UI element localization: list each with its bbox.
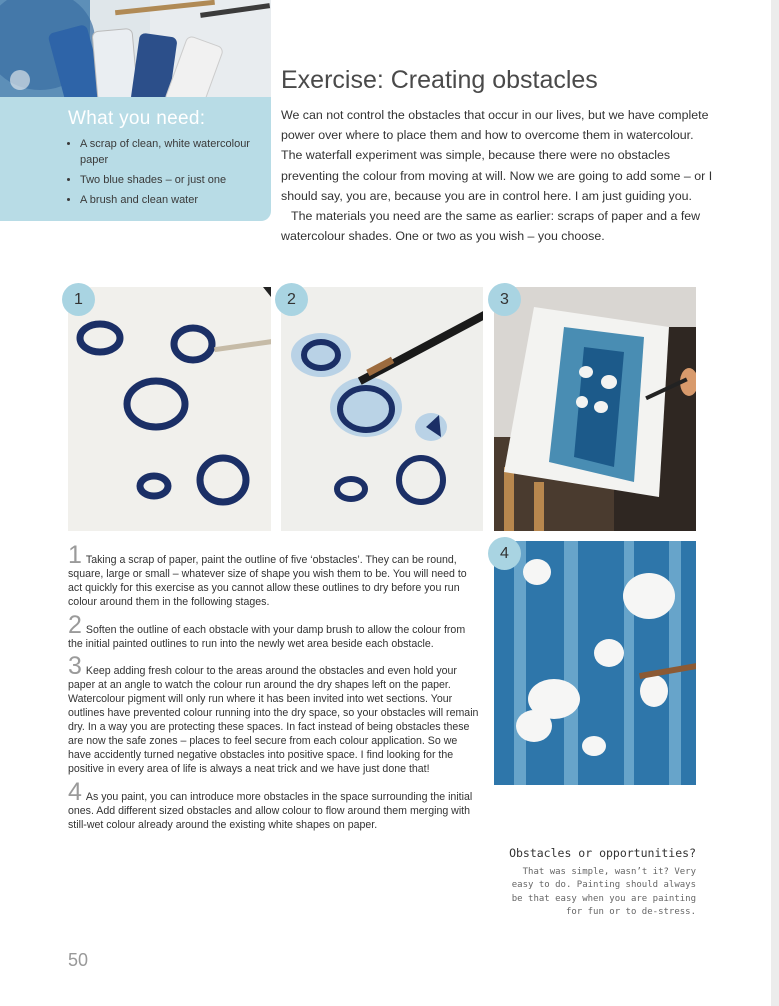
step-badge: 3 [488,283,521,316]
paint-tubes-photo [0,0,271,97]
step-badge: 2 [275,283,308,316]
materials-list [66,136,270,212]
step-1-photo [68,287,271,531]
step-number: 4 [68,777,82,806]
page-edge [771,0,779,1006]
step-2-photo [281,287,483,531]
page-number: 50 [68,950,89,970]
intro-text [281,105,713,246]
side-note-text: That was simple, wasn’t it? Very easy to do. Painting should always be that easy when you are painting for fun or to de-stress. [511,867,696,918]
step-text: Soften the outline of each obstacle with your damp brush to allow the colour from the initial painted outlines to run into the newly wet area beside each obstacle. [68,623,466,650]
step-item [68,777,480,833]
step-badge: 1 [62,283,95,316]
step-text: Keep adding fresh colour to the areas around the obstacles and even hold your paper at an angle to watch the colour run around the dry shapes left on the paper. Watercolour pigment will only run where it has been invited into wet sections. Your outlines have prevented colour running into the dry space, so your obstacles will remain dry. In a way you are protecting these spaces. In fact instead of being obstacles these are now the safe zones – places to feel secure from each colour application. So we have accidently turned negative obstacles into positive space. I find looking for the positive in every area of life is always a neat trick and we have just done that! [68,665,479,775]
side-note-title: Obstacles or opportunities? [509,846,696,860]
step-text: As you paint, you can introduce more obstacles in the space surrounding the initial ones. Add different sized obstacles and allow colour to flow around them merging with still-wet colour already around the existing white shapes on paper. [68,790,473,831]
step-4-photo [494,541,696,785]
step-item [68,652,480,776]
exercise-title: Exercise: Creating obstacles [281,66,598,94]
intro-paragraph: We can not control the obstacles that occur in our lives, but we have complete power over where to place them and how to overcome them in watercolour. The waterfall experiment was simple, because there were no obstacles preventing the colour from moving at will. Now we are going to add some – or I should say, you are, because you are in control here. I am just guiding you. [281,108,713,203]
step-text: Taking a scrap of paper, paint the outline of five ‘obstacles’. They can be round, square, large or small – whatever size of shape you wish them to be. You will need to act quickly for this exercise as you cannot allow these outlines to dry before you run colour around them in the following stages. [68,554,467,608]
step-item [68,541,480,610]
materials-title: What you need: [68,108,206,129]
intro-paragraph: The materials you need are the same as earlier: scraps of paper and a few watercolour shades. One or two as you wish – you choose. [281,209,701,244]
step-number: 1 [68,541,82,569]
step-item [68,610,480,652]
materials-item: • Two blue shades – or just one [80,172,270,188]
step-number: 2 [68,610,82,639]
steps-text [68,541,480,837]
step-number: 3 [68,652,82,681]
step-3-photo [494,287,696,531]
step-badge: 4 [488,537,521,570]
materials-item: • A brush and clean water [80,192,270,208]
materials-item: • A scrap of clean, white watercolour paper [80,136,270,168]
